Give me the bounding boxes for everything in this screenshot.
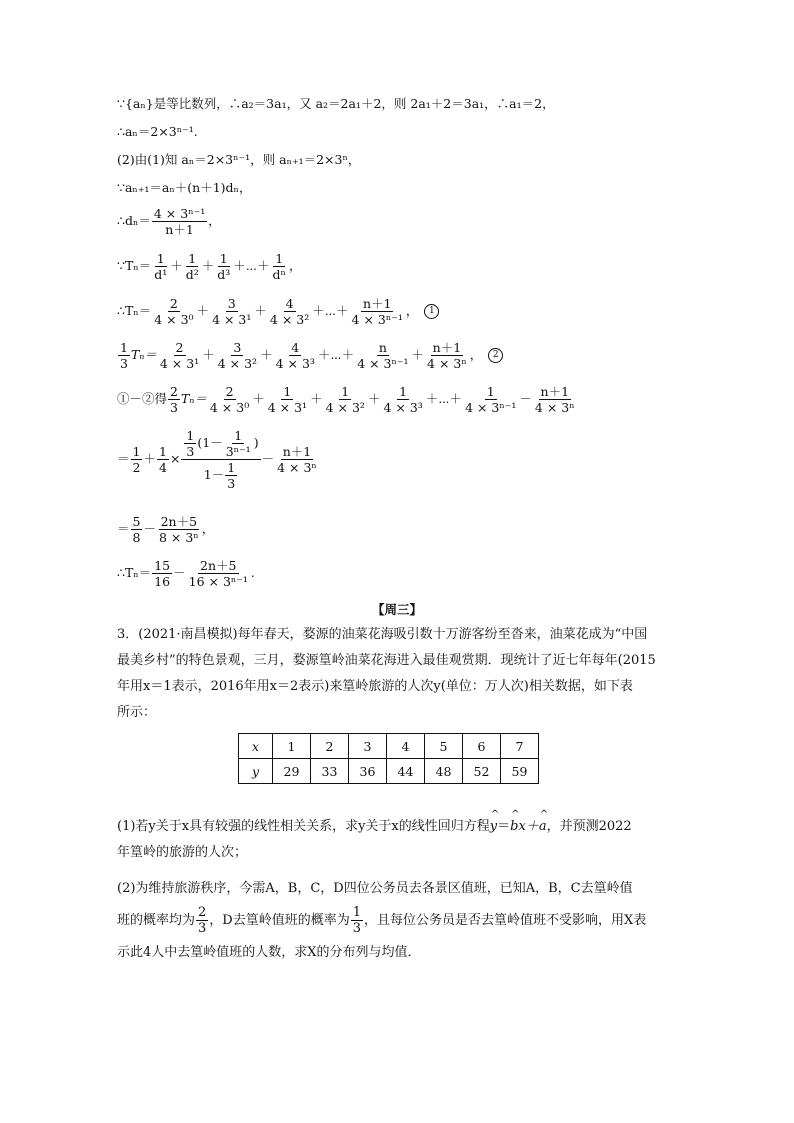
table-cell: 33	[311, 759, 349, 784]
solution-line-8: $\frac{1}{3}$ Tₙ＝ $\frac{2}{\text{4 × 3¹}}$ ＋ $\frac{3}{\text{4 × 3²}}$ ＋ $\frac{4}{\text{4 × 3³}}$ ＋⋯＋ $\frac{n}{\text{4 × 3ⁿ⁻¹}}$ ＋ $\frac{n+1}{\text{4 × 3ⁿ}}$ ， 2	[117, 340, 503, 371]
geometric-sum-den	[202, 460, 240, 491]
five-eighths-num: 5	[132, 514, 141, 529]
diff-term-n-den: 4 × 3ⁿ	[534, 400, 575, 415]
result-post: ，	[201, 521, 215, 536]
sum2-term-1-num: 2	[175, 340, 184, 355]
circled-1: 1	[424, 304, 439, 319]
gs-den-third-den: 3	[227, 476, 236, 491]
tn-sum-label: ∴Tₙ＝	[117, 303, 152, 318]
diff-term-k-num: 1	[486, 384, 495, 399]
tn-symbol-2: Tₙ＝	[180, 391, 207, 406]
question-1-line-1	[117, 814, 680, 840]
section-title: 【周三】	[371, 602, 422, 617]
table-cell: 3	[349, 734, 387, 759]
table-cell: 44	[387, 759, 425, 784]
question-2-line-1: (2)为维持旅游秩序，今需A，B，C，D四位公务员去各景区值班，已知A，B，C去篁岭值	[117, 881, 633, 896]
final-fraction-2-den: 16 × 3ⁿ⁻¹	[188, 574, 248, 589]
circled-2: 2	[488, 348, 503, 363]
tn-term-3-num: 1	[219, 251, 228, 266]
table-cell: 48	[425, 759, 463, 784]
regression-b-hat: ^ b	[510, 814, 518, 840]
sum-post: ，	[405, 303, 419, 318]
data-table	[238, 733, 539, 784]
gs-den-text: 1－	[203, 467, 225, 482]
table-header-y: y	[239, 759, 273, 784]
regression-x: x＋	[518, 819, 539, 834]
sum-term-1	[152, 296, 195, 327]
sum2-post: ，	[469, 347, 483, 362]
two-thirds-den: 3	[170, 400, 178, 415]
diff-term-3-num: 1	[341, 384, 350, 399]
table-cell: 52	[463, 759, 501, 784]
question-2-line-3: 示此4人中去篁岭值班的人数，求X的分布列与均值．	[117, 945, 421, 960]
diff-term-4-num: 1	[399, 384, 408, 399]
table-row-x	[239, 734, 539, 759]
solution-line-11: ＝ $\frac{5}{8}$ － $\frac{2n+5}{\text{8 × 3ⁿ}}$ ，	[117, 514, 215, 545]
sum2-term-n-den: 4 × 3ⁿ	[427, 356, 467, 371]
question-2-mid: ，D去篁岭值班的概率为	[209, 913, 350, 928]
quarter-fraction	[157, 444, 169, 475]
result-term	[157, 514, 201, 545]
sum2-term-3-num: 4	[291, 340, 300, 355]
tn-term-1-den: d¹	[154, 267, 168, 282]
sum-term-1-num: 2	[169, 296, 178, 311]
two-thirds-num: 2	[170, 384, 178, 399]
problem-3-line-1: 3．(2021·南昌模拟)每年春天，婺源的油菜花海吸引数十万游客纷至沓来，油菜花成为“中国	[117, 627, 648, 642]
gs-inner-den: 3ⁿ⁻¹	[225, 444, 251, 459]
tn-term-1-num: 1	[156, 251, 165, 266]
sum2-term-2-num: 3	[233, 340, 242, 355]
half-fraction	[131, 444, 143, 475]
final-fraction-2-num: 2n＋5	[200, 558, 237, 573]
sum2-term-2-den: 4 × 3²	[217, 356, 258, 371]
tn-post: ，	[288, 258, 302, 273]
gs-third-den: 3	[186, 444, 195, 459]
diff-term-n	[533, 384, 577, 415]
result-term-den: 8 × 3ⁿ	[158, 530, 199, 545]
sum2-term-k-den: 4 × 3ⁿ⁻¹	[357, 356, 409, 371]
tn-term-n-num: 1	[275, 251, 284, 266]
diff-term-1	[208, 384, 251, 415]
third-den: 3	[120, 356, 128, 371]
tn-symbol: Tₙ＝	[130, 347, 157, 362]
geometric-sum-fraction	[181, 428, 260, 491]
quarter-num: 1	[158, 444, 167, 459]
sum-term-1-den: 4 × 3⁰	[154, 312, 194, 327]
sum-ellipsis: ＋⋯＋	[312, 303, 349, 318]
tn-term-2-den: d²	[185, 267, 199, 282]
solution-line-5	[117, 206, 221, 237]
sum-term-2-num: 3	[227, 296, 236, 311]
prob-one-third-num: 1	[352, 905, 362, 920]
sum2-term-1-den: 4 × 3¹	[159, 356, 200, 371]
sum2-ellipsis: ＋⋯＋	[317, 347, 355, 362]
third-fraction	[118, 340, 130, 371]
diff-term-2-den: 4 × 3¹	[267, 400, 308, 415]
solution-text-1: ∵{aₙ}是等比数列，∴a₂＝3a₁，又 a₂＝2a₁＋2，则 2a₁＋2＝3a₁，∴a₁＝2，	[117, 96, 555, 111]
solution-line-10: ＝ $\frac{1}{2}$ ＋ $\frac{1}{4}$ × $\frac{1}{3}$ (1－ $\frac{1}{\text{3ⁿ⁻¹}}$ ) 1－ $\frac{1}{3}$ － $\frac{n+1}{\text{4 × 3ⁿ}}$	[117, 428, 317, 491]
tn-term-3-den: d³	[217, 267, 231, 282]
five-eighths	[131, 514, 143, 545]
diff-term-3-den: 4 × 3²	[325, 400, 365, 415]
sum2-term-3	[274, 340, 317, 371]
question-1-tail: ，并预测2022	[546, 819, 632, 834]
diff-ellipsis: ＋⋯＋	[425, 391, 463, 406]
diff-term-4	[381, 384, 424, 415]
gs-den-third-num: 1	[227, 460, 236, 475]
sum-term-2-den: 4 × 3¹	[212, 312, 252, 327]
tn-ellipsis: ＋⋯＋	[233, 258, 270, 273]
diff-term-3	[324, 384, 367, 415]
diff-term-4-den: 4 × 3³	[383, 400, 423, 415]
prob-one-third-den: 3	[352, 921, 362, 936]
final-label: ∴Tₙ＝	[117, 565, 152, 580]
solution-line-4	[117, 180, 251, 196]
solution-line-2	[117, 124, 198, 140]
final-fraction-1-den: 16	[154, 574, 171, 589]
solution-text-3: (2)由(1)知 aₙ＝2×3ⁿ⁻¹，则 aₙ₊₁＝2×3ⁿ，	[117, 152, 361, 167]
final-fraction-1	[152, 558, 172, 589]
sum-term-n-num: n＋1	[362, 296, 392, 311]
diff-term-1-num: 2	[225, 384, 234, 399]
gs-den-third	[225, 460, 237, 491]
sum2-term-3-den: 4 × 3³	[275, 356, 315, 371]
third-num: 1	[120, 340, 128, 355]
five-eighths-den: 8	[132, 530, 141, 545]
solution-line-6: ∵Tₙ＝ $\frac{1}{\text{d¹}}$ ＋ $\frac{1}{\text{d²}}$ ＋ $\frac{1}{\text{d³}}$ ＋⋯＋ $\frac{1}{\text{dⁿ}}$ ，	[117, 251, 302, 282]
dn-fraction	[152, 206, 207, 237]
table-cell: 59	[501, 759, 539, 784]
problem-3-line-3: 年用x＝1表示，2016年用x＝2表示)来篁岭旅游的人次y(单位：万人次)相关数据，如下表	[117, 679, 633, 694]
table-cell: 5	[425, 734, 463, 759]
sum2-term-k	[355, 340, 410, 371]
table-cell: 36	[349, 759, 387, 784]
prob-one-third	[351, 905, 363, 936]
final-fraction-1-num: 15	[154, 558, 171, 573]
half-den: 2	[132, 460, 141, 475]
dn-num: 4 × 3ⁿ⁻¹	[153, 206, 206, 221]
tn-term-2	[184, 251, 201, 282]
question-2-prob-label: 班的概率均为	[117, 913, 196, 928]
sum-term-2	[210, 296, 253, 327]
sum2-term-k-num: n	[378, 340, 387, 355]
table-cell: 1	[273, 734, 311, 759]
question-2-line-2	[117, 902, 680, 940]
sum-term-3-den: 4 × 3²	[269, 312, 310, 327]
problem-3-intro	[117, 622, 680, 726]
dn-post: ，	[208, 213, 221, 228]
tn-label: ∵Tₙ＝	[117, 258, 152, 273]
result-term-num: 2n＋5	[160, 514, 198, 529]
subtract-label: ①－②得	[117, 391, 168, 406]
sum2-term-n-num: n＋1	[432, 340, 462, 355]
geometric-sum-num: $\frac{1}{3}$ (1－ $\frac{1}{\text{3ⁿ⁻¹}}$ )	[181, 428, 260, 460]
tn-term-3	[215, 251, 232, 282]
question-1-line-2: 年篁岭的旅游的人次；	[117, 845, 248, 860]
prob-two-thirds-num: 2	[198, 905, 207, 920]
gs-third-num: 1	[186, 428, 195, 443]
prob-two-thirds-den: 3	[198, 921, 207, 936]
two-thirds-fraction	[168, 384, 180, 415]
diff-term-2-num: 1	[283, 384, 292, 399]
dn-label: ∴dₙ＝	[117, 213, 151, 228]
solution-text-4: ∵aₙ₊₁＝aₙ＋(n＋1)dₙ，	[117, 180, 252, 195]
gs-inner	[224, 428, 253, 459]
tn-term-2-num: 1	[188, 251, 197, 266]
final-fraction-2	[187, 558, 250, 589]
solution-line-9: ①－②得 $\frac{2}{3}$ Tₙ＝ $\frac{2}{\text{4 × 3⁰}}$ ＋ $\frac{1}{\text{4 × 3¹}}$ ＋ $\frac{1}{\text{4 × 3²}}$ ＋ $\frac{1}{\text{4 × 3³}}$ ＋⋯＋ $\frac{1}{\text{4 × 3ⁿ⁻¹}}$ － $\frac{n+1}{\text{4 × 3ⁿ}}$	[117, 384, 575, 415]
sum2-term-2	[216, 340, 259, 371]
sum-term-3	[268, 296, 311, 327]
final-post: .	[250, 565, 255, 580]
question-1-text: (1)若y关于x具有较强的线性相关关系，求y关于x的线性回归方程	[117, 819, 490, 834]
tn-term-n-den: dⁿ	[272, 267, 286, 282]
sum-term-n	[350, 296, 405, 327]
sum2-term-1	[158, 340, 201, 371]
half-num: 1	[132, 444, 141, 459]
diff-term-k-den: 4 × 3ⁿ⁻¹	[465, 400, 517, 415]
regression-equals: ＝	[497, 819, 511, 834]
quarter-den: 4	[158, 460, 167, 475]
gs-inner-num: 1	[234, 428, 243, 443]
tail-term-num: n＋1	[282, 444, 312, 459]
sum-term-n-den: 4 × 3ⁿ⁻¹	[351, 312, 403, 327]
solution-line-1	[117, 96, 555, 112]
tn-term-1	[152, 251, 169, 282]
table-header-x: x	[239, 734, 273, 759]
table-cell: 4	[387, 734, 425, 759]
solution-text-2: ∴aₙ＝2×3ⁿ⁻¹.	[117, 124, 198, 139]
problem-3-line-2: 最美乡村”的特色景观，三月，婺源篁岭油菜花海进入最佳观赏期．现统计了近七年每年(2015	[117, 653, 656, 668]
regression-y-hat: ^ y	[490, 814, 497, 840]
question-1	[117, 814, 680, 866]
question-2	[117, 876, 680, 966]
diff-term-n-num: n＋1	[540, 384, 570, 399]
solution-line-7: ∴Tₙ＝ $\frac{2}{\text{4 × 3⁰}}$ ＋ $\frac{3}{\text{4 × 3¹}}$ ＋ $\frac{4}{\text{4 × 3²}}$ ＋⋯＋ $\frac{n+1}{\text{4 × 3ⁿ⁻¹}}$ ， 1	[117, 296, 439, 327]
regression-a-hat: ^ a	[539, 814, 547, 840]
gs-third	[184, 428, 196, 459]
diff-term-1-den: 4 × 3⁰	[209, 400, 250, 415]
prob-two-thirds	[196, 905, 208, 936]
tail-term-den: 4 × 3ⁿ	[277, 460, 317, 475]
table-cell: 29	[273, 759, 311, 784]
question-2-post: ，且每位公务员是否去篁岭值班不受影响，用X表	[364, 913, 647, 928]
solution-line-12: ∴Tₙ＝ $\frac{15}{16}$ － $\frac{2n+5}{\text{16 × 3ⁿ⁻¹}}$ .	[117, 558, 255, 589]
tn-term-n	[271, 251, 288, 282]
table-row-y	[239, 759, 539, 784]
table-cell: 2	[311, 734, 349, 759]
dn-den: n＋1	[165, 222, 194, 237]
solution-line-3	[117, 152, 360, 168]
problem-3-line-4: 所示：	[117, 705, 157, 720]
sum-term-3-num: 4	[285, 296, 294, 311]
table-cell: 7	[501, 734, 539, 759]
diff-term-2	[266, 384, 309, 415]
table-cell: 6	[463, 734, 501, 759]
sum2-term-n	[425, 340, 469, 371]
tail-term	[275, 444, 319, 475]
diff-term-k	[463, 384, 518, 415]
